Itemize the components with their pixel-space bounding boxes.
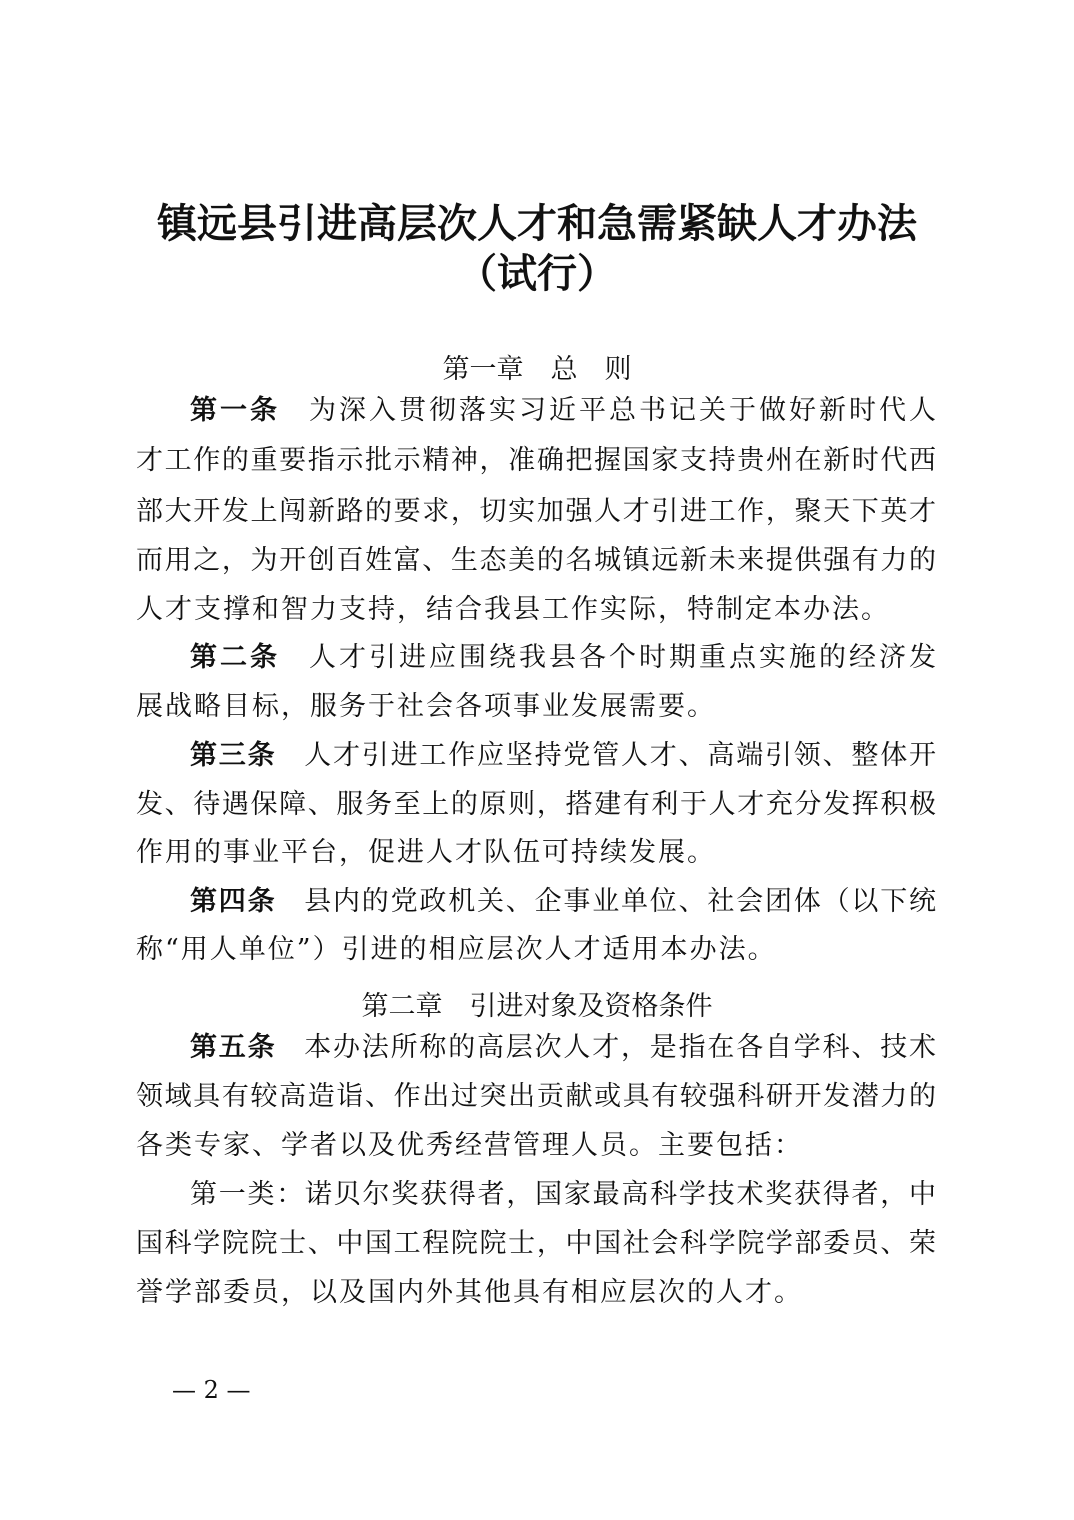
article-2-label: 第二条 [190,642,280,673]
page-number: — 2 — [172,1376,251,1404]
paragraph-line: 作用的事业平台，促进人才队伍可持续发展。 [136,837,716,868]
article-1-first-line [190,393,936,429]
paragraph-line: 人才支撑和智力支持，结合我县工作实际，特制定本办法。 [136,594,890,625]
article-4-text: 县内的党政机关、企事业单位、社会团体（以下统 [302,886,937,917]
chapter-heading-2: 第二章 引进对象及资格条件 [361,991,713,1022]
document-title-suffix: （试行） [457,250,617,297]
article-1-label: 第一条 [190,395,280,426]
article-5-label: 第五条 [190,1032,277,1063]
article-2-first-line [190,640,936,676]
paragraph-line: 发、待遇保障、服务至上的原则，搭建有利于人才充分发挥积极 [136,789,936,820]
paragraph-line: 展战略目标，服务于社会各项事业发展需要。 [136,691,716,722]
paragraph-line: 称“用人单位”）引进的相应层次人才适用本办法。 [136,934,777,965]
article-4-label: 第四条 [190,886,277,917]
article-1-text: 为深入贯彻落实习近平总书记关于做好新时代人 [306,395,936,426]
paragraph-line: 部大开发上闯新路的要求，切实加强人才引进工作，聚天下英才 [136,496,936,527]
document-title: 镇远县引进高层次人才和急需紧缺人才办法 [157,200,917,247]
paragraph-line: 才工作的重要指示批示精神，准确把握国家支持贵州在新时代西 [136,445,936,476]
paragraph-line: 誉学部委员，以及国内外其他具有相应层次的人才。 [136,1277,803,1308]
article-5-text: 本办法所称的高层次人才，是指在各自学科、技术 [302,1032,937,1063]
article-2-text: 人才引进应围绕我县各个时期重点实施的经济发 [306,642,936,673]
article-4-first-line [190,884,936,920]
paragraph-line: 各类专家、学者以及优秀经营管理人员。主要包括： [136,1130,803,1161]
article-3-text: 人才引进工作应坚持党管人才、高端引领、整体开 [302,740,937,771]
paragraph-line: 而用之，为开创百姓富、生态美的名城镇远新未来提供强有力的 [136,545,936,576]
chapter-heading-1: 第一章 总 则 [442,354,632,385]
article-3-label: 第三条 [190,740,277,771]
paragraph-line: 领域具有较高造诣、作出过突出贡献或具有较强科研开发潜力的 [136,1081,936,1112]
article-5-first-line [190,1030,936,1066]
article-3-first-line [190,738,936,774]
category-1-first-line: 第一类：诺贝尔奖获得者，国家最高科学技术奖获得者，中 [190,1179,936,1210]
paragraph-line: 国科学院院士、中国工程院院士，中国社会科学院学部委员、荣 [136,1228,936,1259]
